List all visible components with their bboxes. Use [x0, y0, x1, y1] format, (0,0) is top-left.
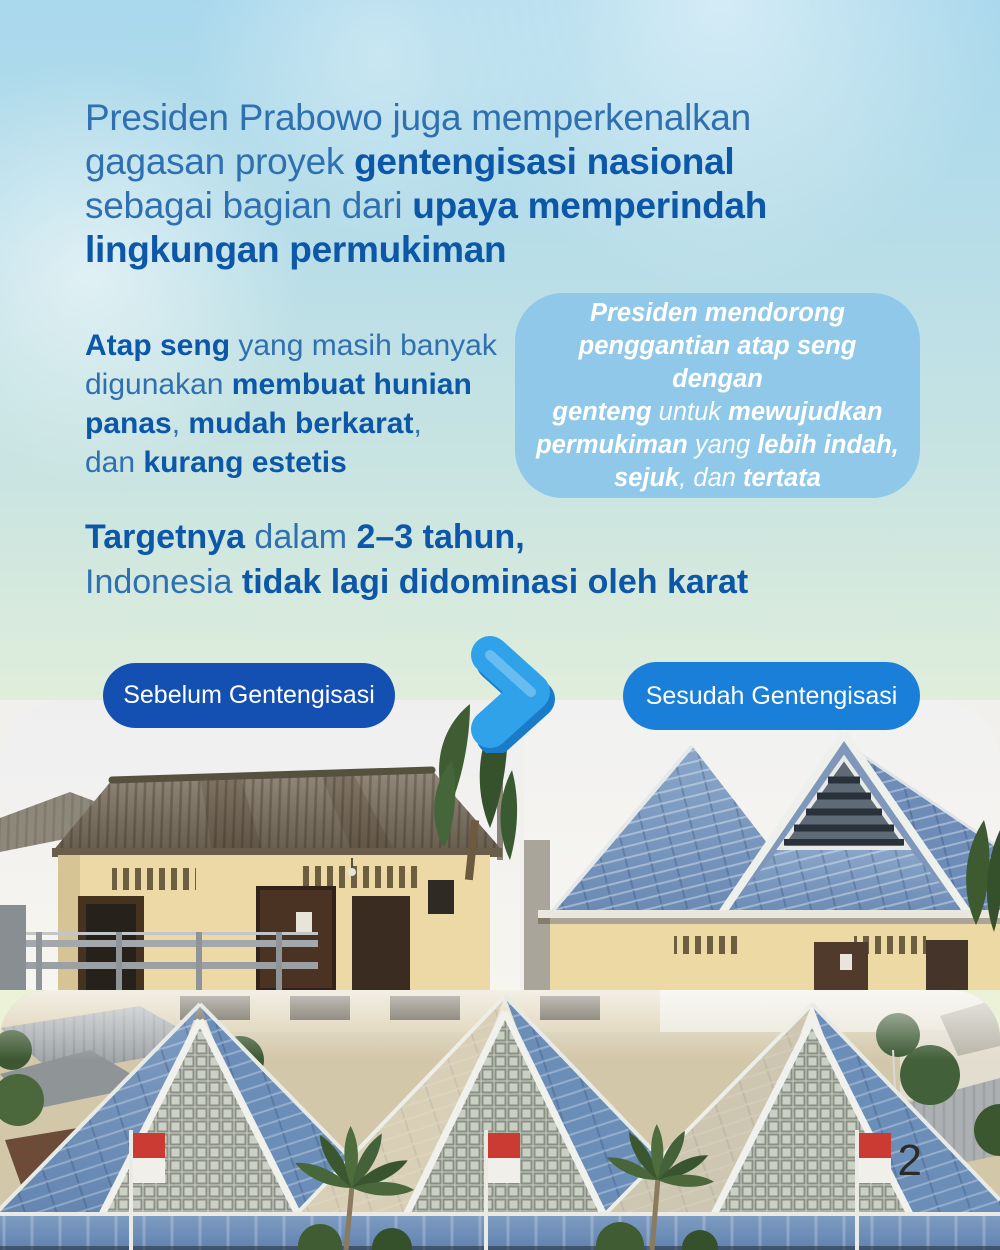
headline-emphasis: gentengisasi nasional	[354, 141, 735, 182]
quote-line-1	[531, 297, 904, 330]
headline-line-3	[85, 184, 767, 228]
photo-after-tile-roof-house	[524, 700, 1000, 990]
target-text: Indonesia	[85, 563, 242, 601]
issue-line-2	[85, 365, 497, 404]
headline-line-1	[85, 96, 767, 140]
quote-emphasis: Presiden mendorong	[589, 298, 846, 327]
quote-card	[515, 293, 920, 498]
after-photo-scene	[524, 700, 1000, 990]
target-emphasis: Targetnya	[85, 518, 245, 556]
issue-text: dan	[85, 446, 144, 479]
quote-emphasis: tertata	[743, 463, 821, 492]
quote-text: yang	[687, 430, 758, 459]
quote-line-2	[531, 330, 904, 396]
quote-text: , dan	[679, 463, 744, 492]
quote-emphasis: permukiman	[536, 430, 688, 459]
quote-line-3	[531, 396, 904, 429]
issue-text: ,	[413, 407, 422, 440]
issue-line-4	[85, 443, 497, 482]
quote-text: untuk	[651, 397, 729, 426]
door	[258, 888, 334, 990]
headline-line-4	[85, 228, 767, 272]
issue-paragraph	[85, 326, 497, 482]
house-wall	[58, 855, 490, 990]
vent-slits	[674, 936, 740, 954]
chevron-right-icon	[455, 628, 570, 753]
target-highlight: 2–3 tahun,	[356, 518, 525, 556]
headline	[85, 96, 767, 272]
before-pill-button[interactable]: Sebelum Gentengisasi	[103, 663, 395, 728]
headline-emphasis: lingkungan permukiman	[85, 229, 507, 270]
issue-text: ,	[171, 407, 189, 440]
issue-text: digunakan	[85, 368, 232, 401]
target-line-1	[85, 515, 748, 560]
headline-line-2	[85, 140, 767, 184]
headline-text: Presiden Prabowo juga memperkenalkan	[85, 97, 751, 138]
issue-line-3	[85, 404, 497, 443]
target-emphasis: tidak lagi didominasi oleh karat	[241, 563, 749, 601]
house-wall	[538, 910, 1000, 990]
window	[352, 896, 410, 990]
issue-line-1	[85, 326, 497, 365]
quote-emphasis: lebih indah,	[757, 430, 899, 459]
vent-slits	[300, 866, 420, 888]
issue-text: yang masih banyak	[230, 329, 497, 362]
quote-emphasis: genteng	[552, 397, 652, 426]
quote-emphasis: penggantian atap seng dengan	[578, 331, 857, 393]
chevron-right-icon-svg	[455, 628, 570, 753]
porch-roof	[0, 1212, 1000, 1250]
aerial-photo-scene	[0, 990, 1000, 1250]
page-number: 2	[897, 1136, 922, 1185]
photo-before-zinc-roof-house	[0, 700, 520, 990]
quote-line-5	[531, 462, 904, 495]
target-statement	[85, 515, 748, 605]
quote-emphasis: mewujudkan	[728, 397, 883, 426]
before-photo-scene	[0, 700, 520, 990]
window	[926, 940, 968, 990]
vent-slits	[112, 868, 196, 890]
target-line-2	[85, 560, 748, 605]
after-pill-button[interactable]: Sesudah Gentengisasi	[623, 662, 920, 730]
quote-emphasis: sejuk	[614, 463, 680, 492]
issue-emphasis: kurang estetis	[143, 446, 347, 479]
headline-emphasis: upaya memperindah	[412, 185, 767, 226]
headline-text: sebagai bagian dari	[85, 185, 413, 226]
headline-text: gagasan proyek	[85, 141, 355, 182]
speaker-box	[428, 880, 454, 914]
issue-emphasis: panas	[85, 407, 172, 440]
issue-emphasis: mudah berkarat	[188, 407, 414, 440]
issue-emphasis: Atap seng	[85, 329, 231, 362]
photo-aerial-blue-roofs	[0, 990, 1000, 1250]
quote-line-4	[531, 429, 904, 462]
target-text: dalam	[244, 518, 357, 556]
lamp	[348, 868, 356, 876]
issue-emphasis: membuat hunian	[231, 368, 472, 401]
